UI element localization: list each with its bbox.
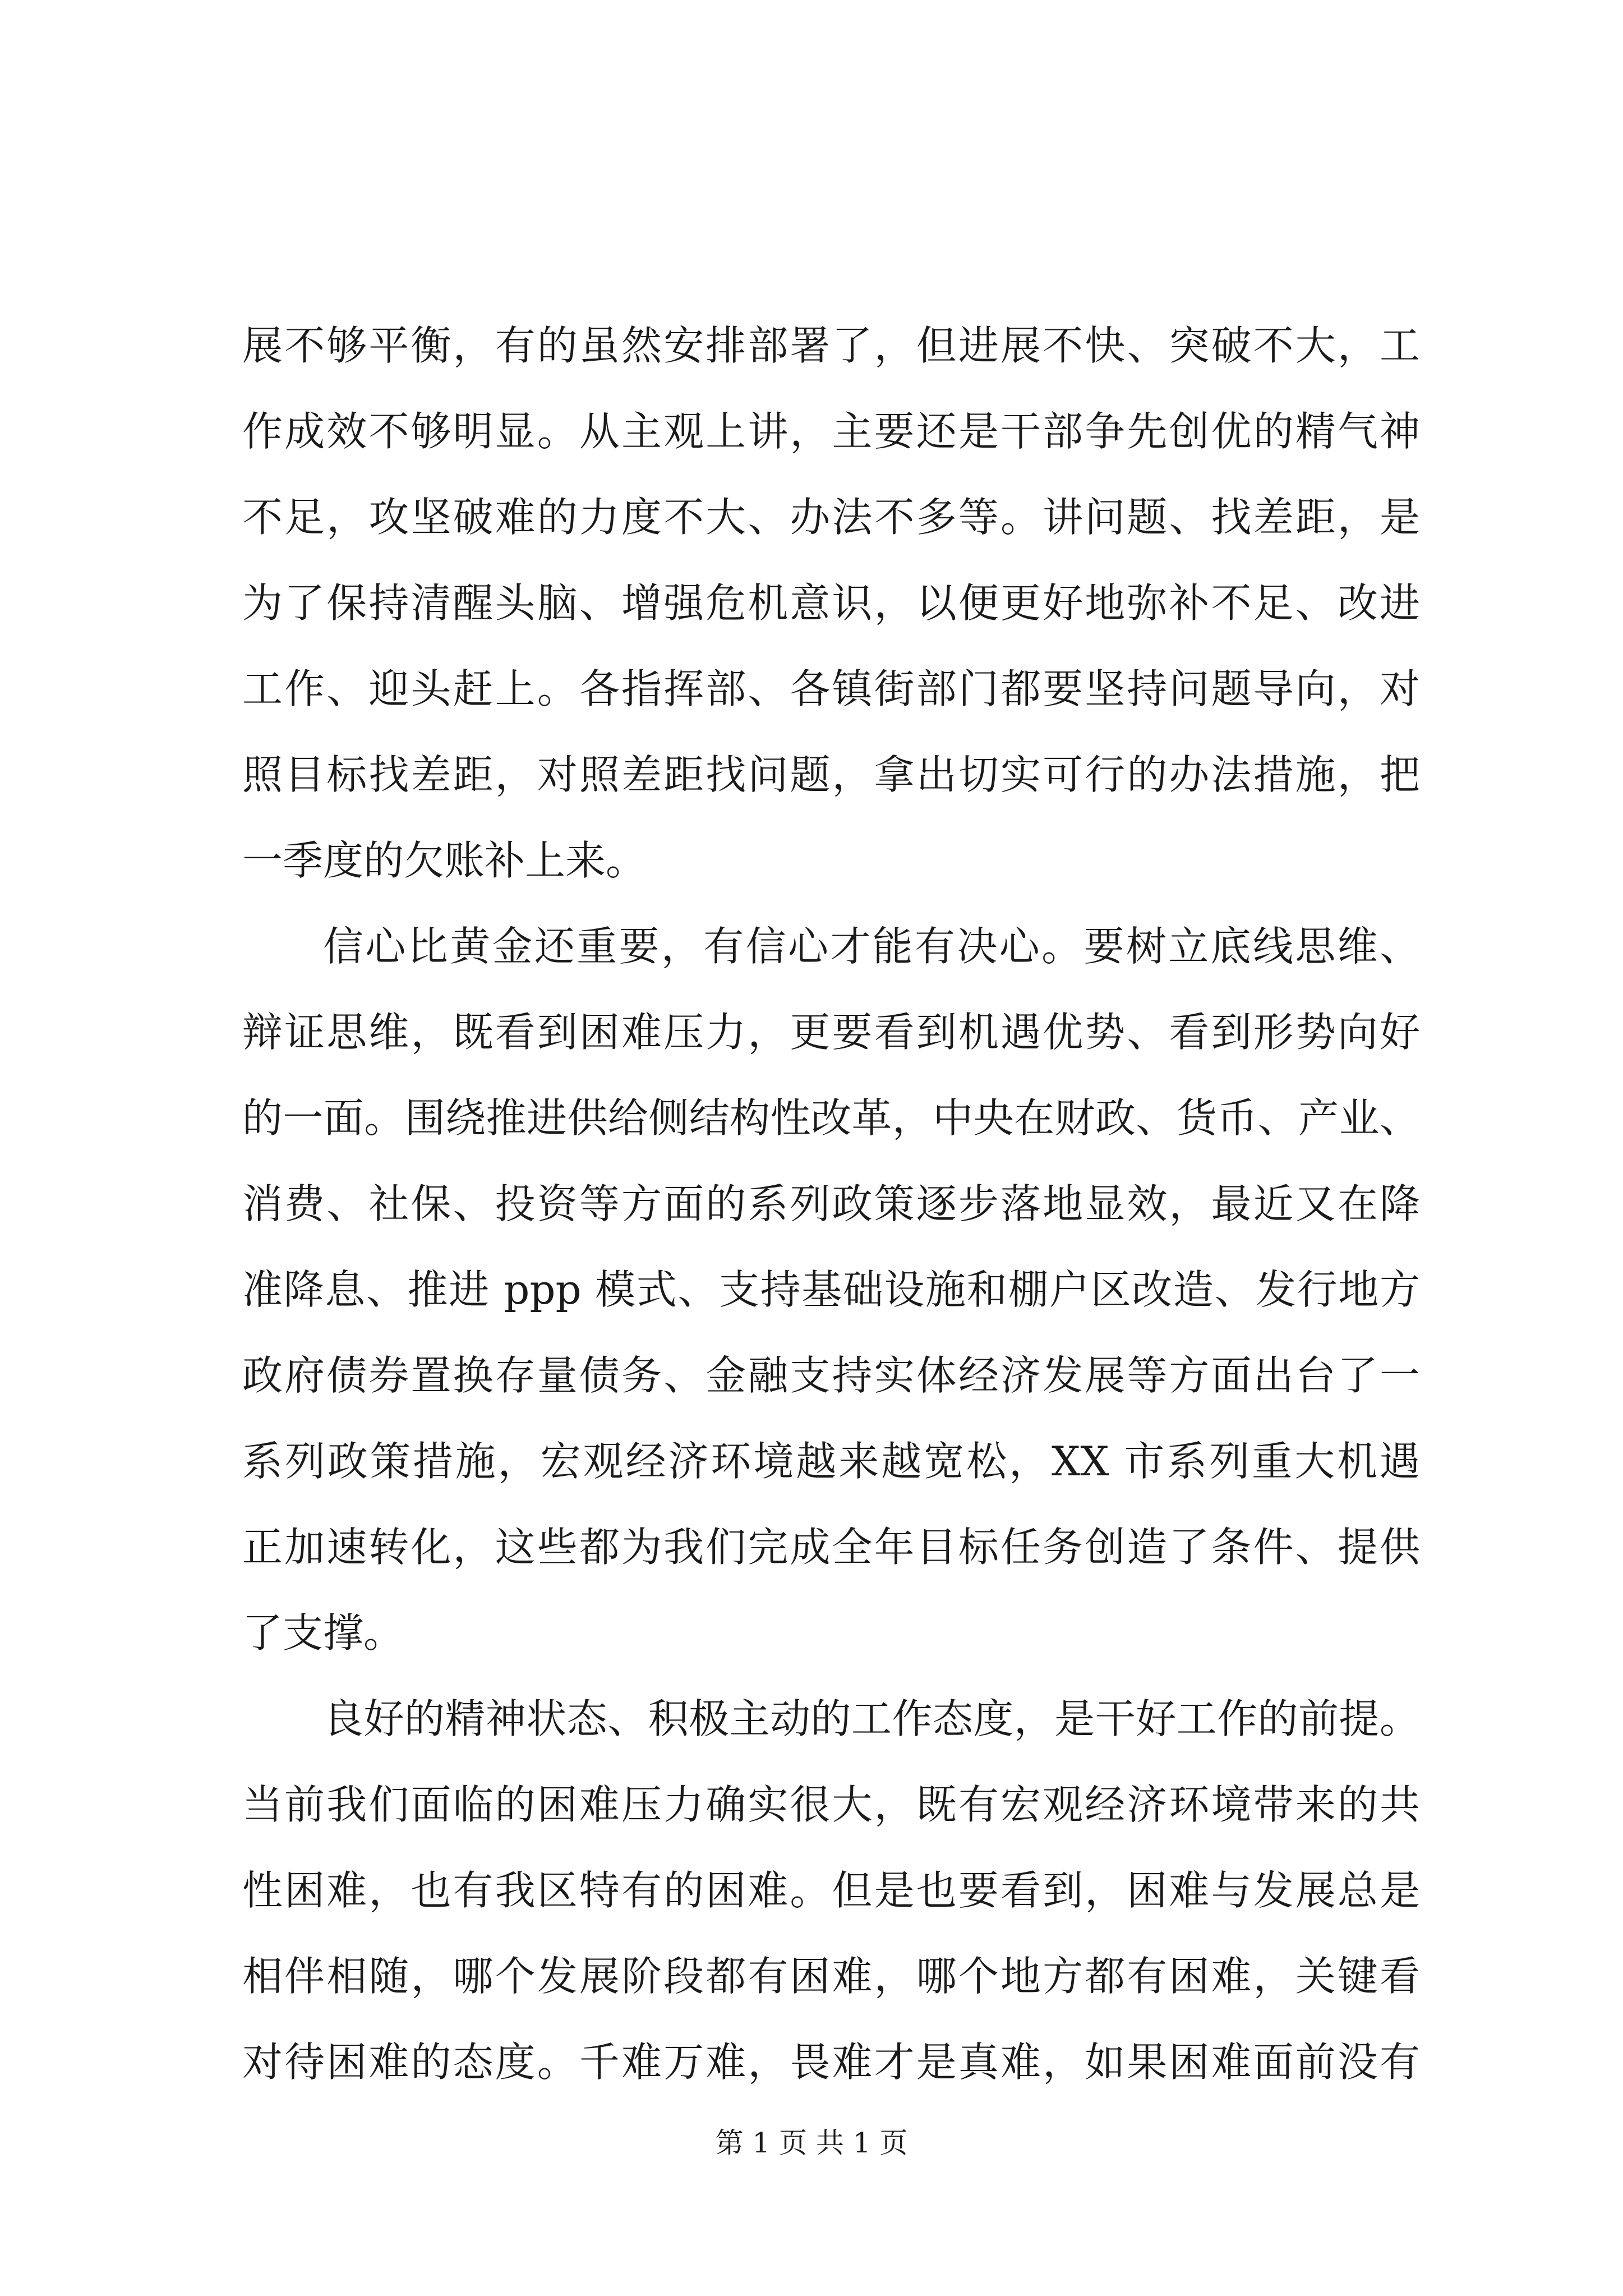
paragraph-first-line: 信心比黄金还重要，有信心才能有决心。要树立底线思维、 (323, 923, 1420, 970)
text-line: 政府债券置换存量债务、金融支持实体经济发展等方面出台了一 (242, 1352, 1420, 1399)
text-line: 工作、迎头赶上。各指挥部、各镇街部门都要坚持问题导向，对 (242, 665, 1420, 712)
text-line: 性困难，也有我区特有的困难。但是也要看到，困难与发展总是 (242, 1867, 1420, 1914)
text-line: 的一面。围绕推进供给侧结构性改革，中央在财政、货币、产业、 (242, 1094, 1420, 1142)
text-line: 展不够平衡，有的虽然安排部署了，但进展不快、突破不大，工 (242, 322, 1420, 369)
text-line: 不足，攻坚破难的力度不大、办法不多等。讲问题、找差距，是 (242, 494, 1420, 541)
text-line: 相伴相随，哪个发展阶段都有困难，哪个地方都有困难，关键看 (242, 1953, 1420, 2000)
text-line: 准降息、推进 ppp 模式、支持基础设施和棚户区改造、发行地方 (242, 1266, 1420, 1313)
text-line: 一季度的欠账补上来。 (242, 837, 647, 884)
paragraph-first-line: 良好的精神状态、积极主动的工作态度，是干好工作的前提。 (323, 1695, 1420, 1742)
text-line: 作成效不够明显。从主观上讲，主要还是干部争先创优的精气神 (242, 408, 1420, 455)
text-line: 正加速转化，这些都为我们完成全年目标任务创造了条件、提供 (242, 1524, 1420, 1571)
text-line: 系列政策措施，宏观经济环境越来越宽松，XX 市系列重大机遇 (242, 1438, 1420, 1485)
text-line: 对待困难的态度。千难万难，畏难才是真难，如果困难面前没有 (242, 2039, 1420, 2086)
text-line: 为了保持清醒头脑、增强危机意识，以便更好地弥补不足、改进 (242, 579, 1420, 627)
text-line: 当前我们面临的困难压力确实很大，既有宏观经济环境带来的共 (242, 1781, 1420, 1828)
body-text (242, 303, 1420, 2105)
page-number-footer: 第 1 页 共 1 页 (715, 2127, 908, 2159)
text-line: 了支撑。 (242, 1609, 404, 1657)
text-line: 消费、社保、投资等方面的系列政策逐步落地显效，最近又在降 (242, 1180, 1420, 1227)
text-line: 辩证思维，既看到困难压力，更要看到机遇优势、看到形势向好 (242, 1009, 1420, 1056)
text-line: 照目标找差距，对照差距找问题，拿出切实可行的办法措施，把 (242, 751, 1420, 798)
